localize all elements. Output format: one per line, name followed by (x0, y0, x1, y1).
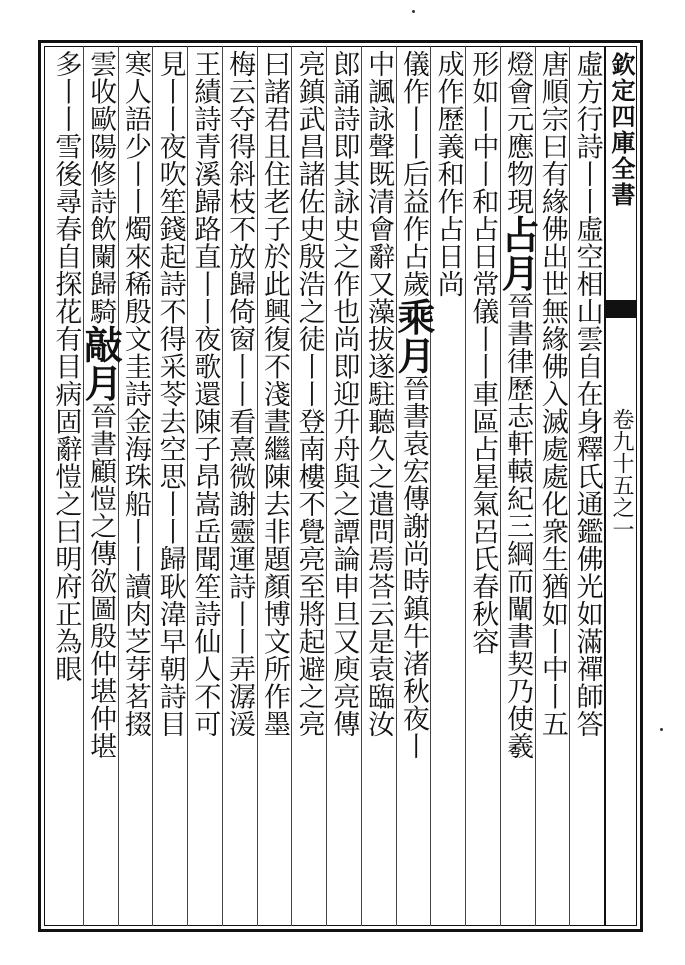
text-column (495, 50, 541, 926)
text-column (390, 50, 436, 926)
text-run: 寒人語少丨丨燭來稀殷文圭詩金海珠船丨丨讀肉芝芽茗掇 (119, 50, 151, 738)
text-run: 燈會元應物現 (502, 50, 534, 215)
entry-heading: 占月 (495, 215, 541, 292)
text-column (534, 50, 570, 926)
text-column (221, 50, 257, 926)
text-run: 郎誦詩即其詠史之作也尚即迎升舟與之譚論申旦又庾亮傳 (328, 50, 360, 738)
text-run: 唐順宗曰有緣佛出世無緣佛入滅處處化衆生猶如丨中丨五 (536, 50, 568, 738)
text-column (256, 50, 292, 926)
text-run: 雲收歐陽修詩飲闌歸騎 (85, 50, 117, 325)
text-run: 成作歷義和作占日尚 (432, 50, 464, 298)
text-run: 晉書袁宏傳謝尚時鎮牛渚秋夜丨 (397, 374, 429, 760)
text-column (291, 50, 327, 926)
book-title: 欽定四庫全書 (607, 52, 636, 208)
text-column (360, 50, 396, 926)
text-run: 晉書顧愷之傳欲圖殷仲堪仲堪 (85, 402, 117, 760)
text-run: 和占日常儀丨丨車區占星氣呂氏春秋容 (467, 187, 499, 655)
entry-heading: 敲月 (78, 325, 124, 402)
ink-speck (660, 728, 663, 731)
text-column (325, 50, 361, 926)
text-column (78, 50, 124, 926)
text-column (430, 50, 466, 926)
text-run: 中諷詠聲既清會辭又藻拔遂駐聽久之遣問焉荅云是袁臨汝 (363, 50, 395, 738)
text-column (186, 50, 222, 926)
text-run: 多丨丨雪後尋春自探花 (50, 50, 82, 325)
text-run: 儀作丨丨后益作占歲 (397, 50, 429, 298)
ink-speck (412, 10, 415, 13)
text-column (569, 50, 605, 926)
text-column (152, 50, 188, 926)
entry-heading: 乘月 (390, 297, 436, 375)
text-run: 虛方行詩丨丨虛空相山雲自在身釋氏通鑑佛光如滿禪師答 (571, 50, 603, 738)
text-run: 王績詩青溪歸路直丨丨夜歌還陳子昂嵩岳聞笙詩仙人不可 (189, 50, 221, 738)
fish-tail-mark (606, 300, 636, 318)
text-run: 曰諸君且住老子於此興復不淺晝繼陳去非題顏博文所作墨 (258, 50, 290, 738)
text-column (117, 50, 153, 926)
text-run: 亮鎮武昌諸佐史殷浩之徒丨丨登南樓不覺亮至將起避之亮 (293, 50, 325, 738)
volume-label: 卷九十五之一 (609, 408, 634, 540)
text-run: 梅云夺得斜枝不放歸倚窗丨丨看熹微謝靈運詩丨丨弄潺湲 (224, 50, 256, 738)
text-column (464, 50, 500, 926)
text-run: 見丨丨夜吹笙錢起詩不得采苓去空思丨丨歸耿湋早朝詩目 (154, 50, 186, 738)
text-column (47, 50, 83, 926)
text-run: 有目病固辭愷之曰明府正為眼 (50, 325, 82, 683)
text-run: 晉書律歷志軒轅紀三綱而闡書契乃使羲 (502, 292, 534, 760)
text-run: 形如丨中丨 (467, 50, 499, 188)
